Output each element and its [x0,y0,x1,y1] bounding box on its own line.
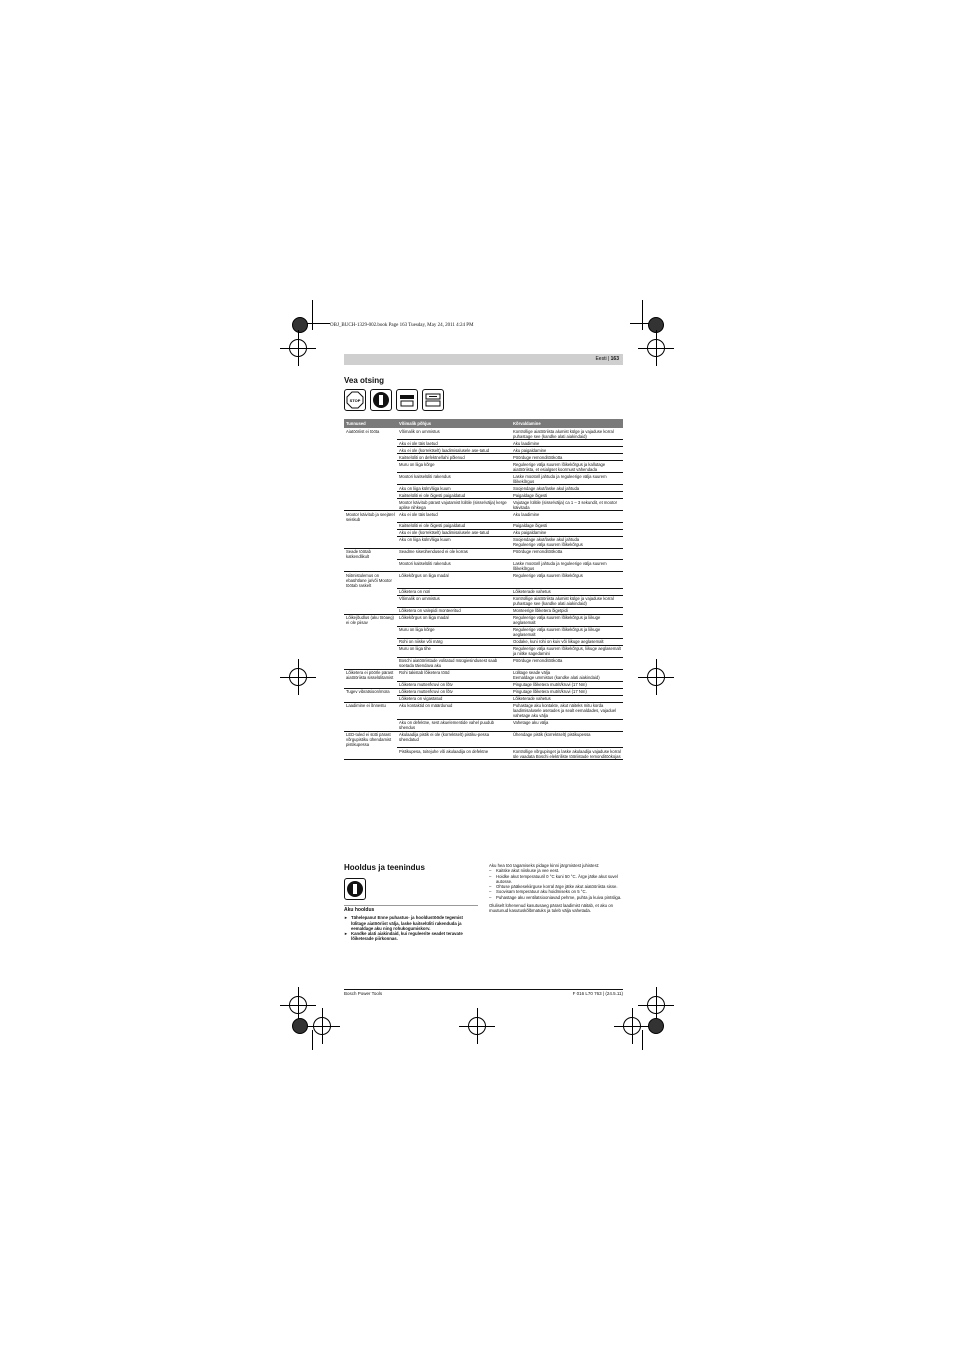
cause-cell: Lõiketera on nüri [397,588,511,595]
cause-cell: Aku ei ole täis laetud [397,511,511,523]
remedy-cell: Reguleerige välja suurem lõikekõrgus ja liikuge aeglasemalt [511,614,623,626]
symptom-cell [344,485,397,492]
symptom-cell: Lõikejõudlus (aku tööaeg) ei ole piisav [346,615,394,625]
registration-mark [289,668,307,686]
remove-battery-icon [422,389,444,411]
table-row [344,688,623,695]
cause-cell: Seadme siseühendused ei ole korras [397,548,511,560]
registration-mark [647,339,665,357]
table-row [344,511,623,523]
registration-mark [289,996,307,1014]
table-row [344,499,623,511]
cause-cell: Lõiketera mutter/kruvi on lõtv [397,681,511,688]
section-title-service: Hooldus ja teenindus [344,863,425,872]
table-row [344,748,623,760]
read-manual-icon [344,878,366,900]
cause-cell: Kaitselüliti on defektne/lahi põlenud [397,454,511,461]
remedy-cell: Oodake, kuni rohi on kuiv või liikuge aeglasemalt [511,638,623,645]
table-row [344,461,623,473]
table-row [344,522,623,529]
list-item: – Hoidke akut temperatuuril 0 °C kuni 50 °C. Ärge jätke akut suvel autosse. [489,874,623,885]
cause-cell: Kaitselüliti ei ole õigesti paigaldatud [397,492,511,499]
table-row [344,440,623,447]
symptom-cell: Lõiketera ei pöörle pärast aiatööriista sisselülitamist [346,670,394,680]
footer-docnum: F 016 L70 763 | (24.5.11) [572,991,623,996]
symptom-cell: LED-tuled ei sütti pärast võrgupistiku ühendamist pistikupessa [346,732,392,747]
list-item: – Kaitske akut niiskuse ja vee eest. [489,868,623,873]
list-item: – Soovisam temperatuur aku hoidmiseks on 5 °C. [489,889,623,894]
page-header-bar: Eesti | 163 [344,354,623,365]
cause-cell: Muru on liiga tihe [397,645,511,657]
symptom-cell: Laadimine ei õnnestu [346,703,386,708]
remedy-cell: Pingutage lõiketera mutrit/kruvi (17 Nm) [511,681,623,688]
remedy-cell: Laske mootoril jahtuda ja reguleerige välja suurem lõikekõrgus [511,560,623,572]
symptom-cell: Mootor käivitub ja seejärel seiskub [346,511,395,522]
symptom-cell: Seade töötab katkendlikult [346,549,371,559]
column-header: Tunnused [344,419,397,428]
cause-cell: Pistikupesa, toitejuhe või akulaadija on defektne [397,748,511,760]
remedy-cell: Kontrollige aiatööriista alumist külge ja vajaduse korral puhastage see (kandke alati aiakindaid) [511,595,623,607]
table-header-row [344,419,623,428]
column-header: Võimalik põhjus [397,419,511,428]
table-row [344,492,623,499]
symptom-cell: Tugev vibratsioon/müra [346,689,390,694]
table-row [344,447,623,454]
language-label: Eesti [595,356,607,362]
remedy-cell: Paigaldage õigesti [511,492,623,499]
cause-cell: Lõikekõrgus on liiga madal [397,572,511,589]
symptom-cell [344,499,397,511]
registration-mark [647,996,665,1014]
table-row [344,681,623,688]
registration-dot [292,1018,308,1034]
symptom-cell [344,748,397,760]
remedy-cell: Reguleerige välja suurem lõikekõrgus ja liikuge aeglasemalt [511,626,623,638]
cause-cell: Aku on defektne, sest akuelementide vahel puudub ühendus [397,719,511,731]
remedy-cell: Soojendage akut/laske akul jahtuda Reguleerige välja suurem lõikekõrgus [511,536,623,548]
remedy-cell: Kontrollige võrgupinget ja laske akulaadija vajaduse korral üle vaadata Boschi elektriliste tööriistade remonditöökojas [511,748,623,760]
read-manual-icon [370,389,392,411]
remedy-cell: Vajutage lülitile (sisse/välja) ca 1 – 3 sekundit, et mootor käivitada [511,499,623,511]
symptom-cell [344,522,397,529]
table-row [344,548,623,560]
page-number: 163 [610,356,619,362]
symptom-cell [344,454,397,461]
cause-cell: Kaitselüliti ei ole õigesti paigaldatud [397,522,511,529]
table-row [344,614,623,626]
outro-text: Oluliselt lühenenud kasutusaeg pärast laadimist näitab, et aku on muutunud kasutuskõlbmatuks ja tuleb välja vahetada. [489,903,613,914]
print-header: OBJ_BUCH-1329-002.book Page 163 Tuesday, May 24, 2011 4:24 PM [330,323,474,328]
table-row [344,485,623,492]
table-row [344,572,623,589]
table-row [344,638,623,645]
registration-dot [648,1018,664,1034]
cause-cell: Aku ei ole (korrektselt) laadimisalusele ase-tatud [397,529,511,536]
cause-cell: Muru on liiga kõrge [397,461,511,473]
remedy-cell: Paigaldage õigesti [511,522,623,529]
cause-cell: Aku on liiga külm/liiga kuum [397,536,511,548]
remedy-cell: Pöörduge remonditöökotta [511,657,623,669]
remedy-cell: Reguleerige välja suurem lõikekõrgus [511,572,623,589]
cause-cell: Lõiketera on vigastatud [397,695,511,702]
symptom-cell: Aiatööriist ei tööta [346,428,380,434]
remedy-cell: Aku paigaldamine [511,447,623,454]
table-row [344,645,623,657]
cause-cell: Rohi on niiske või märg [397,638,511,645]
registration-mark [289,339,307,357]
symptom-cell [344,638,397,645]
cause-cell: Boschi aiatööriistade volitatud müügiesindusest saab soetada täiendava aku [397,657,511,669]
remedy-cell: Aku laadimine [511,511,623,523]
safety-icons [344,389,444,411]
divider [344,905,478,906]
symptom-cell [344,607,397,614]
cause-cell: Aku on liiga külm/liiga kuum [397,485,511,492]
table-row [344,731,623,748]
battery-tips-section [489,863,623,914]
table-row [344,657,623,669]
remedy-cell: Pingutage lõiketera mutrit/kruvi (17 Nm) [511,688,623,695]
svg-text:STOP: STOP [349,398,361,403]
registration-dot [292,317,308,333]
table-row [344,719,623,731]
symptom-cell [344,719,397,731]
registration-mark [623,1017,641,1035]
crop-mark [312,1030,313,1050]
table-row [344,428,623,440]
list-item: – Puhastage aku ventilatsiooniavad pehme, puhta ja kuiva pintsliga. [489,895,623,900]
list-item: – Ohtuse pääkesekiirguse korral ärge jätke akut aiatööriista sisse. [489,884,623,889]
cause-cell: Lõiketera on valepidi monteeritud [397,607,511,614]
table-row [344,669,623,681]
crop-mark [312,300,313,330]
symptom-cell [344,461,397,473]
table-row [344,695,623,702]
remedy-cell: Vahetage aku välja [511,719,623,731]
symptom-cell [344,681,397,688]
table-row [344,529,623,536]
section-title-troubleshooting: Vea otsing [344,376,385,385]
remedy-cell: Lõiketerade vahetus [511,695,623,702]
symptom-cell [344,473,397,485]
remedy-cell: Pöörduge remonditöökotta [511,548,623,560]
table-row [344,588,623,595]
footer-brand: Bosch Power Tools [344,991,383,996]
table-row [344,702,623,719]
cause-cell: Aku kontaktid on määrdunud [397,702,511,719]
remedy-cell: Pöörduge remonditöökotta [511,454,623,461]
symptom-cell [344,595,397,607]
tips-list [489,868,623,900]
warning-item: ► Kandke alati aiakindaid, kui reguleerite seadet teravate lõiketerade piirkonnas. [344,931,478,942]
symptom-cell [344,645,397,657]
registration-mark [468,1017,486,1035]
table-row [344,536,623,548]
table-row [344,595,623,607]
remedy-cell: Ühendage pistik (korrektselt) pistikupessa [511,731,623,748]
stop-icon [344,389,366,411]
crop-mark [642,1030,643,1050]
remove-key-icon [396,389,418,411]
cause-cell: Aku ei ole täis laetud [397,440,511,447]
troubleshooting-table [344,419,623,760]
cause-cell: Mootori kaitselüliti rakendus [397,473,511,485]
cause-cell: Mootori kaitselüliti rakendus [397,560,511,572]
remedy-cell: Laske mootoril jahtuda ja reguleerige välja suurem lõikekõrgus [511,473,623,485]
symptom-cell: Niitmistulemus on ebaühtlane ja/või Mootor töötab raskelt [346,572,392,588]
remedy-cell: Kontrollige aiatööriista alumist külge ja vajaduse korral puhastage see (kandke alati aiakindaid) [511,428,623,440]
remedy-cell: Aku laadimine [511,440,623,447]
symptom-cell [344,492,397,499]
battery-care-section [344,908,478,942]
symptom-cell [344,447,397,454]
symptom-cell [344,536,397,548]
warning-list [344,915,478,941]
table-row [344,607,623,614]
subsection-title: Aku hooldus [344,907,375,913]
registration-mark [647,668,665,686]
cause-cell: Mootor käivitub pärast vajutamist lülitile (sisse/välja) kerge aplise nihkega [397,499,511,511]
cause-cell: Lõikekõrgus on liiga madal [397,614,511,626]
column-header: Kõrvaldamine [511,419,623,428]
footer-rule [344,989,623,990]
remedy-cell: Lülitage seade välja Eemaldage ummistus (kandke alati aiakindaid) [511,669,623,681]
table-row [344,560,623,572]
cause-cell: Aku ei ole (korrektselt) laadimisalusele ase-tatud [397,447,511,454]
cause-cell: Võimalik on ummistus [397,595,511,607]
symptom-cell [344,588,397,595]
remedy-cell: Soojendage akut/laske akul jahtuda [511,485,623,492]
symptom-cell [344,657,397,669]
table-row [344,626,623,638]
symptom-cell [344,440,397,447]
remedy-cell: Reguleerige välja suurem lõikekõrgus, liikuge aeglasemalt ja niitke sagedamini [511,645,623,657]
cause-cell: Rohi takistab lõiketera tööd [397,669,511,681]
cause-cell: Võimalik on ummistus [397,428,511,440]
table-row [344,454,623,461]
remedy-cell: Reguleerige välja suurem lõikekõrgus ja kallutage aiatööriista, et esialgset koormust vähendada [511,461,623,473]
symptom-cell [344,695,397,702]
cause-cell: Lõiketera mutter/kruvi on lõtv [397,688,511,695]
intro-text: Aku hea töö tagamiseks pidage kinni järgmistest juhistest: [489,863,600,868]
cause-cell: Muru on liiga kõrge [397,626,511,638]
symptom-cell [344,626,397,638]
registration-mark [313,1017,331,1035]
remedy-cell: Lõiketerade vahetus [511,588,623,595]
cause-cell: Akulaadija pistik ei ole (korrektselt) pistiku-pessa ühendatud [397,731,511,748]
symptom-cell [344,529,397,536]
crop-mark [642,300,643,330]
warning-item: ► Tähelepanu! Enne puhastus- ja hooldustööde tegemist lülitage aiatööriist välja, laske kaitselüliti rakenduda ja eemaldage aku ning rohukogumiskorv. [344,915,478,931]
table-row [344,473,623,485]
remedy-cell: Monteerige lõiketera õigetpidi [511,607,623,614]
symptom-cell [344,560,397,572]
remedy-cell: Puhastage aku kontakte, akut näiteks mitu korda laadimisalusele asetades ja sealt eemaldades, vajaduel vahetage aku välja [511,702,623,719]
remedy-cell: Aku paigaldamine [511,529,623,536]
